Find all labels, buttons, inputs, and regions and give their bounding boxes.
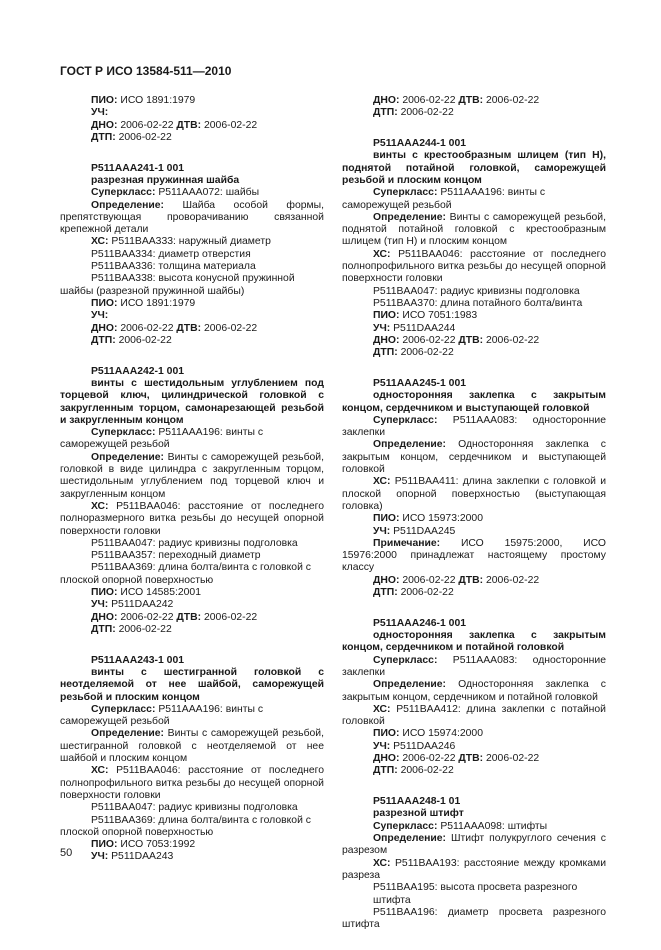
dtp-line: ДТП: 2006-02-22 [373, 107, 454, 119]
dtp-line: ДТП: 2006-02-22 [373, 765, 454, 777]
definition-line: Определение: Винты с саморежущей резьбой, шестигранной головкой с неотделяемой от нее шайбой и плоским концом [60, 728, 324, 765]
definition-line: Определение: Винты с саморежущей резьбой, головкой в виде цилиндра с закругленным торцом, шестидольным углублением под торцевой ключ и закругленным концом [60, 451, 324, 500]
entry-title: разрезной штифт [373, 808, 464, 820]
property-line: P511BAA336: толщина материала [91, 261, 256, 273]
right-column [342, 95, 606, 950]
page-number: 50 [60, 847, 73, 859]
definition-line: Определение: Штифт полукруглого сечения с разрезом [342, 833, 606, 857]
hs-line: ХС: P511BAA411: длина заклепки с головкой и плоской опорной поверхностью (выступающая головка) [342, 476, 606, 512]
hs-line: ХС: P511BAA046: расстояние от последнего полнопрофильного витка резьбы до несущей опорной поверхности головки [60, 765, 324, 801]
superclass-line: Суперкласс: P511AAA083: односторонние заклепки [342, 654, 607, 678]
property-line: P511BAA334: диаметр отверстия [91, 248, 251, 260]
entry-248 [342, 796, 606, 931]
dno-dtv-line: ДНО: 2006-02-22 ДТВ: 2006-02-22 [373, 753, 540, 765]
superclass-line: Суперкласс: P511AAA196: винты с саморежущей резьбой [60, 703, 264, 728]
property-line: P511BAA369: длина болта/винта с головкой с плоской опорной поверхностью [60, 814, 311, 838]
superclass-line: Суперкласс: P511AAA083: односторонние заклепки [342, 414, 607, 439]
definition-line: Определение: Односторонняя заклепка с закрытым концом, сердечником и потайной головкой [342, 679, 606, 703]
entry-241 [60, 163, 324, 347]
dno-dtv-line: ДНО: 2006-02-22 ДТВ: 2006-02-22 [91, 611, 258, 623]
dno-dtv-line: ДНО: 2006-02-22 ДТВ: 2006-02-22 [373, 334, 540, 346]
dtp-line: ДТП: 2006-02-22 [91, 131, 172, 143]
pio-line: ПИО: ИСО 7051:1983 [373, 310, 478, 322]
superclass-line: Суперкласс: P511AAA196: винты с саморежущей резьбой [60, 427, 264, 451]
uch-line: УЧ: P511DAA245 [373, 525, 456, 537]
definition-line: Определение: Винты с саморежущей резьбой, поднятой потайной головкой с крестообразным шлицем (тип H) и плоским концом [342, 211, 606, 248]
uch-line: УЧ: P511DAA243 [91, 851, 174, 863]
hs-line: ХС: P511BAA046: расстояние от последнего полноразмерного витка резьбы до несущей опорной поверхности головки [60, 500, 324, 537]
hs-line: ХС: P511BAA046: расстояние от последнего полнопрофильного витка резьбы до несущей опорной поверхности головки [342, 248, 606, 285]
uch-line: УЧ: P511DAA244 [373, 322, 456, 334]
property-line: P511BAA047: радиус кривизны подголовка [91, 802, 298, 814]
entry-title: винты с шестидольным углублением под торцевой ключ, цилиндрической головкой с закругленным торцом, самонарезающей резьбой и закругленным концом [60, 377, 324, 426]
entry-title: винты с шестигранной головкой с неотделяемой от нее шайбой, саморежущей резьбой и плоским концом [60, 666, 324, 703]
dno-dtv-line: ДНО: 2006-02-22 ДТВ: 2006-02-22 [91, 322, 258, 334]
property-line: P511BAA369: длина болта/винта с головкой с плоской опорной поверхностью [60, 562, 311, 586]
entry-continued [342, 95, 606, 120]
hs-line: ХС: P511BAA333: наружный диаметр [91, 236, 271, 248]
entry-code: P511AAA242-1 001 [91, 365, 185, 377]
property-line: P511BAA370: длина потайного болта/винта [373, 297, 583, 309]
pio-line: ПИО: ИСО 15973:2000 [373, 513, 483, 525]
entry-title: односторонняя заклепка с закрытым концом, сердечником и выступающей головкой [342, 390, 606, 414]
dno-dtv-line: ДНО: 2006-02-22 ДТВ: 2006-02-22 [373, 574, 540, 586]
page-header-title: ГОСТ Р ИСО 13584-511—2010 [60, 64, 232, 78]
pio-line: ПИО: ИСО 14585:2001 [91, 586, 201, 598]
left-column [60, 95, 324, 882]
property-line: P511BAA047: радиус кривизны подголовка [373, 285, 580, 297]
pio-line: ПИО: ИСО 1891:1979 [91, 95, 196, 106]
uch-line: УЧ: [91, 107, 109, 119]
dno-dtv-line: ДНО: 2006-02-22 ДТВ: 2006-02-22 [373, 95, 540, 106]
entry-245 [342, 378, 606, 599]
entry-244 [342, 138, 606, 359]
property-line: P511BAA195: высота просвета разрезного штифта [373, 882, 578, 906]
dno-dtv-line: ДНО: 2006-02-22 ДТВ: 2006-02-22 [91, 119, 258, 131]
entry-code: P511AAA248-1 01 [373, 796, 461, 808]
entry-242 [60, 366, 324, 637]
entry-title: винты с крестообразным шлицем (тип H), поднятой потайной головкой, саморежущей резьбой и плоским концом [342, 150, 606, 186]
superclass-line: Суперкласс: P511AAA098: штифты [373, 820, 548, 832]
property-line: P511BAA196: диаметр просвета разрезного штифта [342, 906, 606, 931]
entry-code: P511AAA245-1 001 [373, 377, 467, 389]
entry-title: разрезная пружинная шайба [91, 174, 240, 186]
dtp-line: ДТП: 2006-02-22 [373, 347, 454, 359]
hs-line: ХС: P511BAA193: расстояние между кромками разреза [342, 857, 607, 881]
entry-code: P511AAA244-1 001 [373, 138, 467, 150]
definition-line: Определение: Односторонняя заклепка с закрытым концом, сердечником и выступающей головкой [342, 439, 606, 476]
uch-line: УЧ: [91, 310, 109, 322]
pio-line: ПИО: ИСО 15974:2000 [373, 728, 483, 740]
property-line: P511BAA338: высота конусной пружинной шайбы (разрезной пружинной шайбы) [60, 273, 295, 297]
dtp-line: ДТП: 2006-02-22 [91, 623, 172, 635]
dtp-line: ДТП: 2006-02-22 [373, 586, 454, 598]
superclass-line: Суперкласс: P511AAA072: шайбы [91, 187, 260, 199]
definition-line: Определение: Шайба особой формы, препятствующая проворачиванию связанной крепежной детали [60, 199, 324, 236]
entry-title: односторонняя заклепка с закрытым концом, сердечником и потайной головкой [342, 630, 606, 654]
property-line: P511BAA047: радиус кривизны подголовка [91, 537, 298, 549]
entry-continued [60, 95, 324, 144]
property-line: P511BAA357: переходный диаметр [91, 550, 261, 562]
entry-code: P511AAA241-1 001 [91, 162, 185, 174]
pio-line: ПИО: ИСО 1891:1979 [91, 297, 196, 309]
entry-code: P511AAA246-1 001 [373, 617, 467, 629]
hs-line: ХС: P511BAA412: длина заклепки с потайной головкой [342, 703, 606, 728]
note-line: Примечание: ИСО 15975:2000, ИСО 15976:2000 принадлежат настоящему простому классу [342, 537, 606, 574]
entry-246 [342, 618, 606, 778]
uch-line: УЧ: P511DAA246 [373, 740, 456, 752]
uch-line: УЧ: P511DAA242 [91, 599, 174, 611]
pio-line: ПИО: ИСО 7053:1992 [91, 839, 196, 851]
superclass-line: Суперкласс: P511AAA196: винты с саморежущей резьбой [342, 187, 546, 211]
dtp-line: ДТП: 2006-02-22 [91, 334, 172, 346]
entry-code: P511AAA243-1 001 [91, 654, 185, 666]
entry-243 [60, 655, 324, 864]
